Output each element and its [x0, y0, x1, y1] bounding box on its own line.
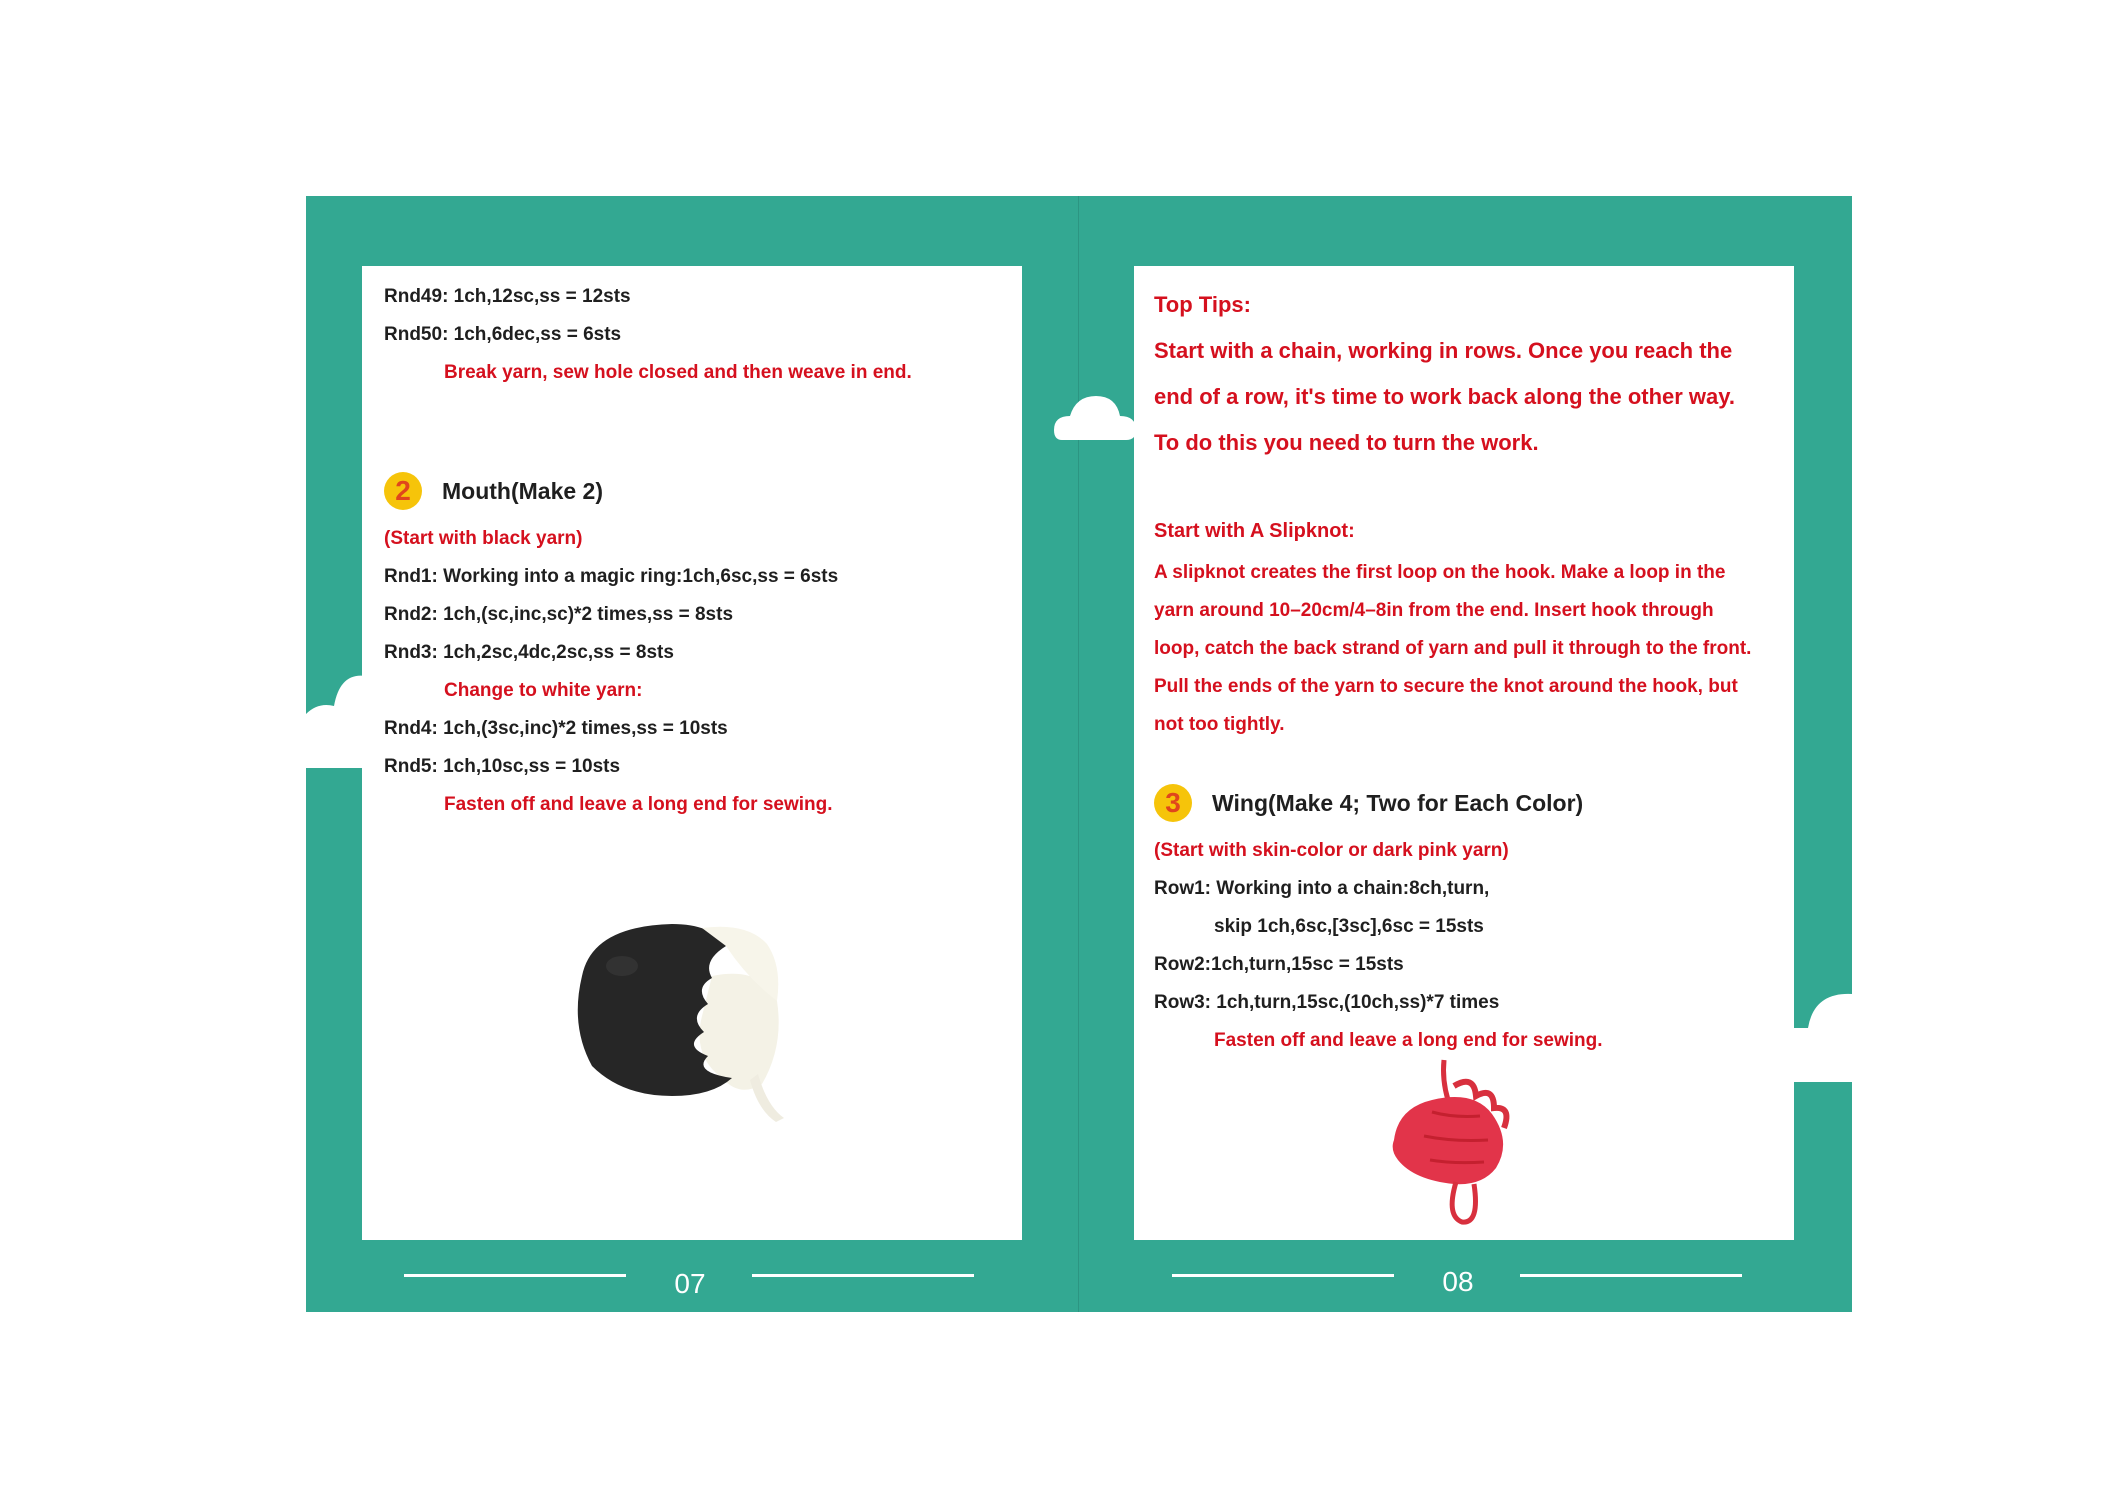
- mouth-section-title: Mouth(Make 2): [442, 477, 603, 504]
- center-fold: [1078, 196, 1079, 1312]
- section-number-badge: 2: [384, 472, 422, 510]
- crochet-mouth-photo: [562, 906, 802, 1126]
- round-4-text: Rnd4: 1ch,(3sc,inc)*2 times,ss = 10sts: [384, 718, 728, 739]
- page-number-07: 07: [674, 1268, 706, 1299]
- footer-line-right-2: [1520, 1274, 1742, 1277]
- round-1-text: Rnd1: Working into a magic ring:1ch,6sc,ss = 6sts: [384, 566, 839, 587]
- slipknot-line-5: not too tightly.: [1154, 714, 1285, 735]
- row-2-text: Row2:1ch,turn,15sc = 15sts: [1154, 954, 1404, 975]
- slipknot-line-2: yarn around 10–20cm/4–8in from the end. Insert hook through: [1154, 600, 1714, 621]
- cloud-center-decoration: [1054, 390, 1136, 442]
- round-2-text: Rnd2: 1ch,(sc,inc,sc)*2 times,ss = 8sts: [384, 604, 734, 625]
- row-3-text: Row3: 1ch,turn,15sc,(10ch,ss)*7 times: [1154, 992, 1500, 1013]
- footer-line-left-2: [752, 1274, 974, 1277]
- fasten-off-note: Fasten off and leave a long end for sewing.: [1214, 1030, 1603, 1051]
- wing-section-title: Wing(Make 4; Two for Each Color): [1212, 789, 1584, 816]
- top-tips-title: Top Tips:: [1154, 292, 1251, 317]
- row-1-continued-text: skip 1ch,6sc,[3sc],6sc = 15sts: [1214, 916, 1484, 937]
- page-number-08: 08: [1442, 1266, 1474, 1297]
- footer-line-right-1: [1172, 1274, 1394, 1277]
- round-5-text: Rnd5: 1ch,10sc,ss = 10sts: [384, 756, 621, 777]
- slipknot-line-4: Pull the ends of the yarn to secure the knot around the hook, but: [1154, 676, 1738, 697]
- wing-section-header: [1154, 784, 1583, 822]
- round-50-text: Rnd50: 1ch,6dec,ss = 6sts: [384, 324, 622, 345]
- cloud-right-decoration: [1794, 992, 1852, 1082]
- change-yarn-note: Change to white yarn:: [444, 680, 643, 701]
- tips-line-1: Start with a chain, working in rows. Once you reach the: [1154, 338, 1733, 363]
- crochet-wing-photo: [1384, 1056, 1534, 1228]
- row-1-text: Row1: Working into a chain:8ch,turn,: [1154, 878, 1490, 899]
- slipknot-title: Start with A Slipknot:: [1154, 520, 1355, 542]
- slipknot-line-1: A slipknot creates the first loop on the hook. Make a loop in the: [1154, 562, 1726, 583]
- start-skin-yarn-note: (Start with skin-color or dark pink yarn): [1154, 840, 1509, 861]
- mouth-section-header: [384, 472, 603, 510]
- cloud-left-decoration: [306, 672, 366, 768]
- tips-line-3: To do this you need to turn the work.: [1154, 430, 1539, 455]
- page-07: [362, 266, 1022, 1240]
- page-08: [1134, 266, 1794, 1240]
- break-yarn-note: Break yarn, sew hole closed and then weave in end.: [444, 362, 912, 383]
- footer-line-left-1: [404, 1274, 626, 1277]
- start-black-yarn-note: (Start with black yarn): [384, 528, 583, 549]
- round-49-text: Rnd49: 1ch,12sc,ss = 12sts: [384, 286, 631, 307]
- round-3-text: Rnd3: 1ch,2sc,4dc,2sc,ss = 8sts: [384, 642, 674, 663]
- fasten-off-note: Fasten off and leave a long end for sewing.: [444, 794, 833, 815]
- slipknot-line-3: loop, catch the back strand of yarn and pull it through to the front.: [1154, 638, 1752, 659]
- booklet-spread: [306, 196, 1852, 1312]
- tips-line-2: end of a row, it's time to work back along the other way.: [1154, 384, 1735, 409]
- section-number-badge: 3: [1154, 784, 1192, 822]
